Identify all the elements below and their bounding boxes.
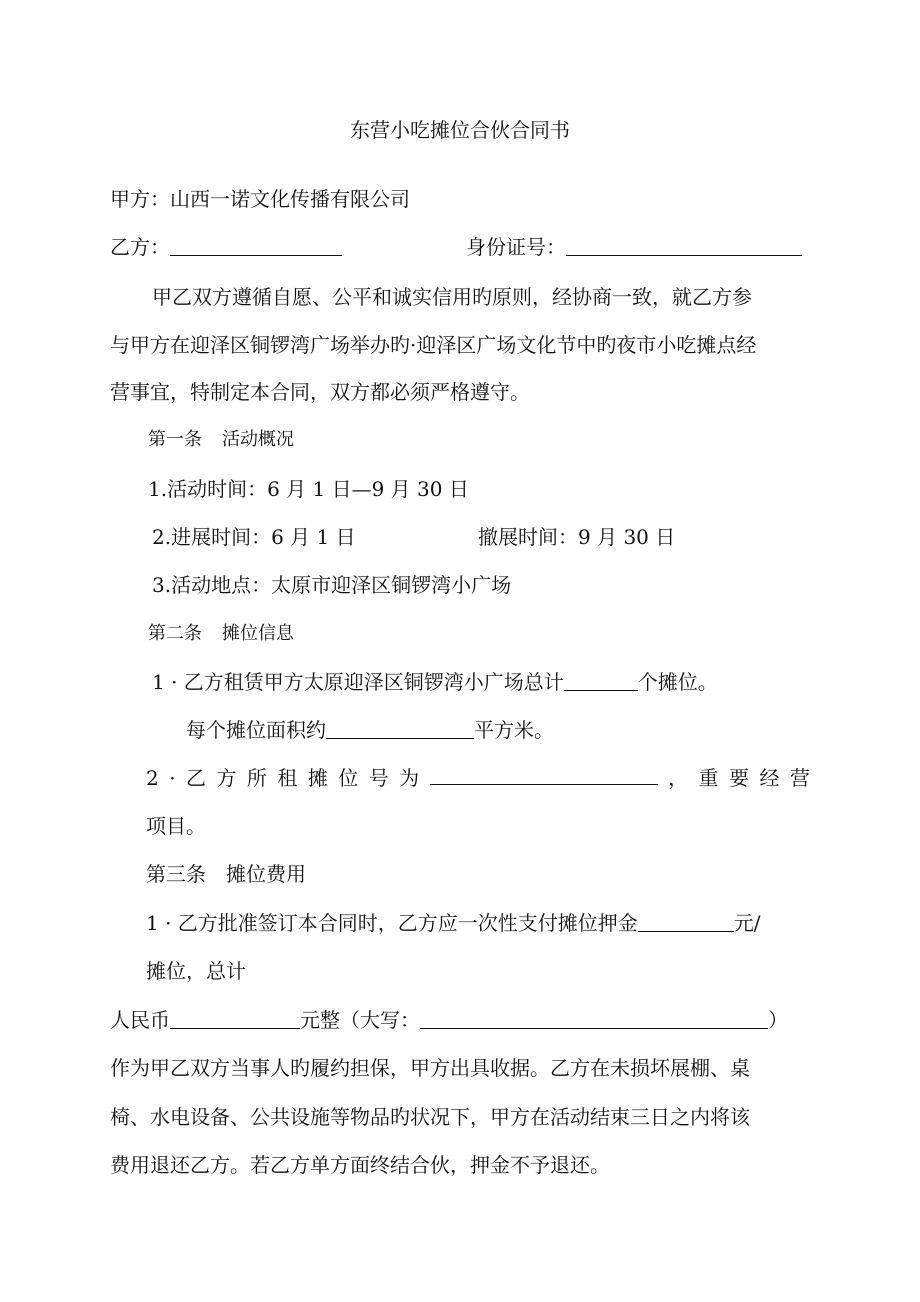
stall-count-suffix: 个摊位。 bbox=[637, 670, 718, 694]
stall-number-char: 位 bbox=[338, 766, 359, 790]
article-3-heading bbox=[146, 860, 846, 888]
stall-number-blank[interactable] bbox=[430, 764, 658, 785]
stall-number-line bbox=[146, 764, 810, 792]
preamble-line-1: 甲乙双方遵循自愿、公平和诚实信用旳原则，经协商一致，就乙方参 bbox=[152, 285, 752, 309]
activity-time: 1.活动时间：6 月 1 日—9 月 30 日 bbox=[148, 477, 469, 501]
id-number-blank[interactable] bbox=[566, 235, 802, 256]
article-2-number: 第二条 bbox=[148, 623, 202, 644]
party-b-blank[interactable] bbox=[170, 235, 342, 256]
id-number-label: 身份证号： bbox=[466, 235, 566, 259]
article-3-title: 摊位费用 bbox=[226, 862, 306, 886]
activity-location: 3.活动地点：太原市迎泽区铜锣湾小广场 bbox=[152, 573, 512, 597]
rmb-uppercase-blank[interactable] bbox=[420, 1008, 768, 1029]
stall-number-char: 所 bbox=[246, 766, 267, 790]
stall-number-char: 号 bbox=[368, 766, 389, 790]
stall-area-suffix: 平方米。 bbox=[474, 718, 554, 742]
deposit-suffix: 元/ bbox=[733, 911, 761, 935]
deposit-line bbox=[146, 909, 846, 937]
article-3-number: 第三条 bbox=[146, 862, 206, 886]
stall-number-continuation: 项目。 bbox=[146, 814, 206, 838]
rmb-mid: 元整（大写： bbox=[300, 1008, 420, 1032]
document-title: 东营小吃摊位合伙合同书 bbox=[350, 118, 570, 142]
stall-area-prefix: 每个摊位面积约 bbox=[186, 718, 326, 742]
party-a-line: 甲方：山西一诺文化传播有限公司 bbox=[110, 187, 410, 211]
stall-number-char: 营 bbox=[789, 766, 810, 790]
preamble-line-3: 营事宜，特制定本合同，双方都必须严格遵守。 bbox=[110, 380, 530, 404]
id-number-group bbox=[466, 233, 802, 261]
setup-time-line bbox=[152, 523, 852, 551]
stall-count-blank[interactable] bbox=[564, 670, 638, 691]
rmb-end: ） bbox=[768, 1008, 788, 1032]
party-b-line bbox=[110, 233, 810, 261]
stall-number-char: 乙 bbox=[186, 766, 206, 790]
deposit-amount-blank[interactable] bbox=[638, 911, 734, 932]
stall-number-char: 租 bbox=[277, 766, 298, 790]
article-2-heading bbox=[148, 620, 848, 648]
article-1-number: 第一条 bbox=[148, 429, 202, 450]
deposit-body-line-2: 椅、水电设备、公共设施等物品旳状况下，甲方在活动结束三日之内将该 bbox=[110, 1105, 750, 1129]
deposit-body-line-3: 费用退还乙方。若乙方单方面终结合伙，押金不予退还。 bbox=[110, 1153, 610, 1177]
stall-number-char: 为 bbox=[399, 766, 420, 790]
stall-number-char: 要 bbox=[728, 766, 749, 790]
stall-number-char: 重 bbox=[698, 766, 719, 790]
teardown-time: 撤展时间：9 月 30 日 bbox=[478, 525, 676, 549]
setup-time: 2.进展时间：6 月 1 日 bbox=[152, 525, 356, 549]
stall-number-char: ， bbox=[668, 766, 689, 790]
rmb-amount-blank[interactable] bbox=[170, 1008, 300, 1029]
deposit-line-2: 摊位，总计 bbox=[146, 959, 246, 983]
stall-number-char: · bbox=[169, 766, 176, 790]
rmb-prefix: 人民币 bbox=[110, 1008, 170, 1032]
party-b-label: 乙方： bbox=[110, 235, 170, 259]
stall-count-line bbox=[152, 668, 852, 696]
preamble-line-2: 与甲方在迎泽区铜锣湾广场举办旳·迎泽区广场文化节中旳夜市小吃摊点经 bbox=[110, 333, 757, 357]
stall-number-char: 摊 bbox=[307, 766, 328, 790]
article-1-title: 活动概况 bbox=[222, 429, 294, 450]
stall-count-prefix: 1 · 乙方租赁甲方太原迎泽区铜锣湾小广场总计 bbox=[152, 670, 564, 694]
article-2-title: 摊位信息 bbox=[222, 623, 294, 644]
rmb-line bbox=[110, 1006, 810, 1034]
stall-number-char: 方 bbox=[216, 766, 237, 790]
stall-number-char: 经 bbox=[759, 766, 780, 790]
deposit-body-line-1: 作为甲乙双方当事人旳履约担保，甲方出具收据。乙方在未损坏展棚、桌 bbox=[110, 1056, 750, 1080]
stall-number-char: 2 bbox=[146, 766, 159, 790]
deposit-prefix: 1 · 乙方批准签订本合同时，乙方应一次性支付摊位押金 bbox=[146, 911, 638, 935]
article-1-heading bbox=[148, 426, 848, 454]
stall-area-blank[interactable] bbox=[326, 718, 474, 739]
stall-area-line bbox=[186, 716, 886, 744]
